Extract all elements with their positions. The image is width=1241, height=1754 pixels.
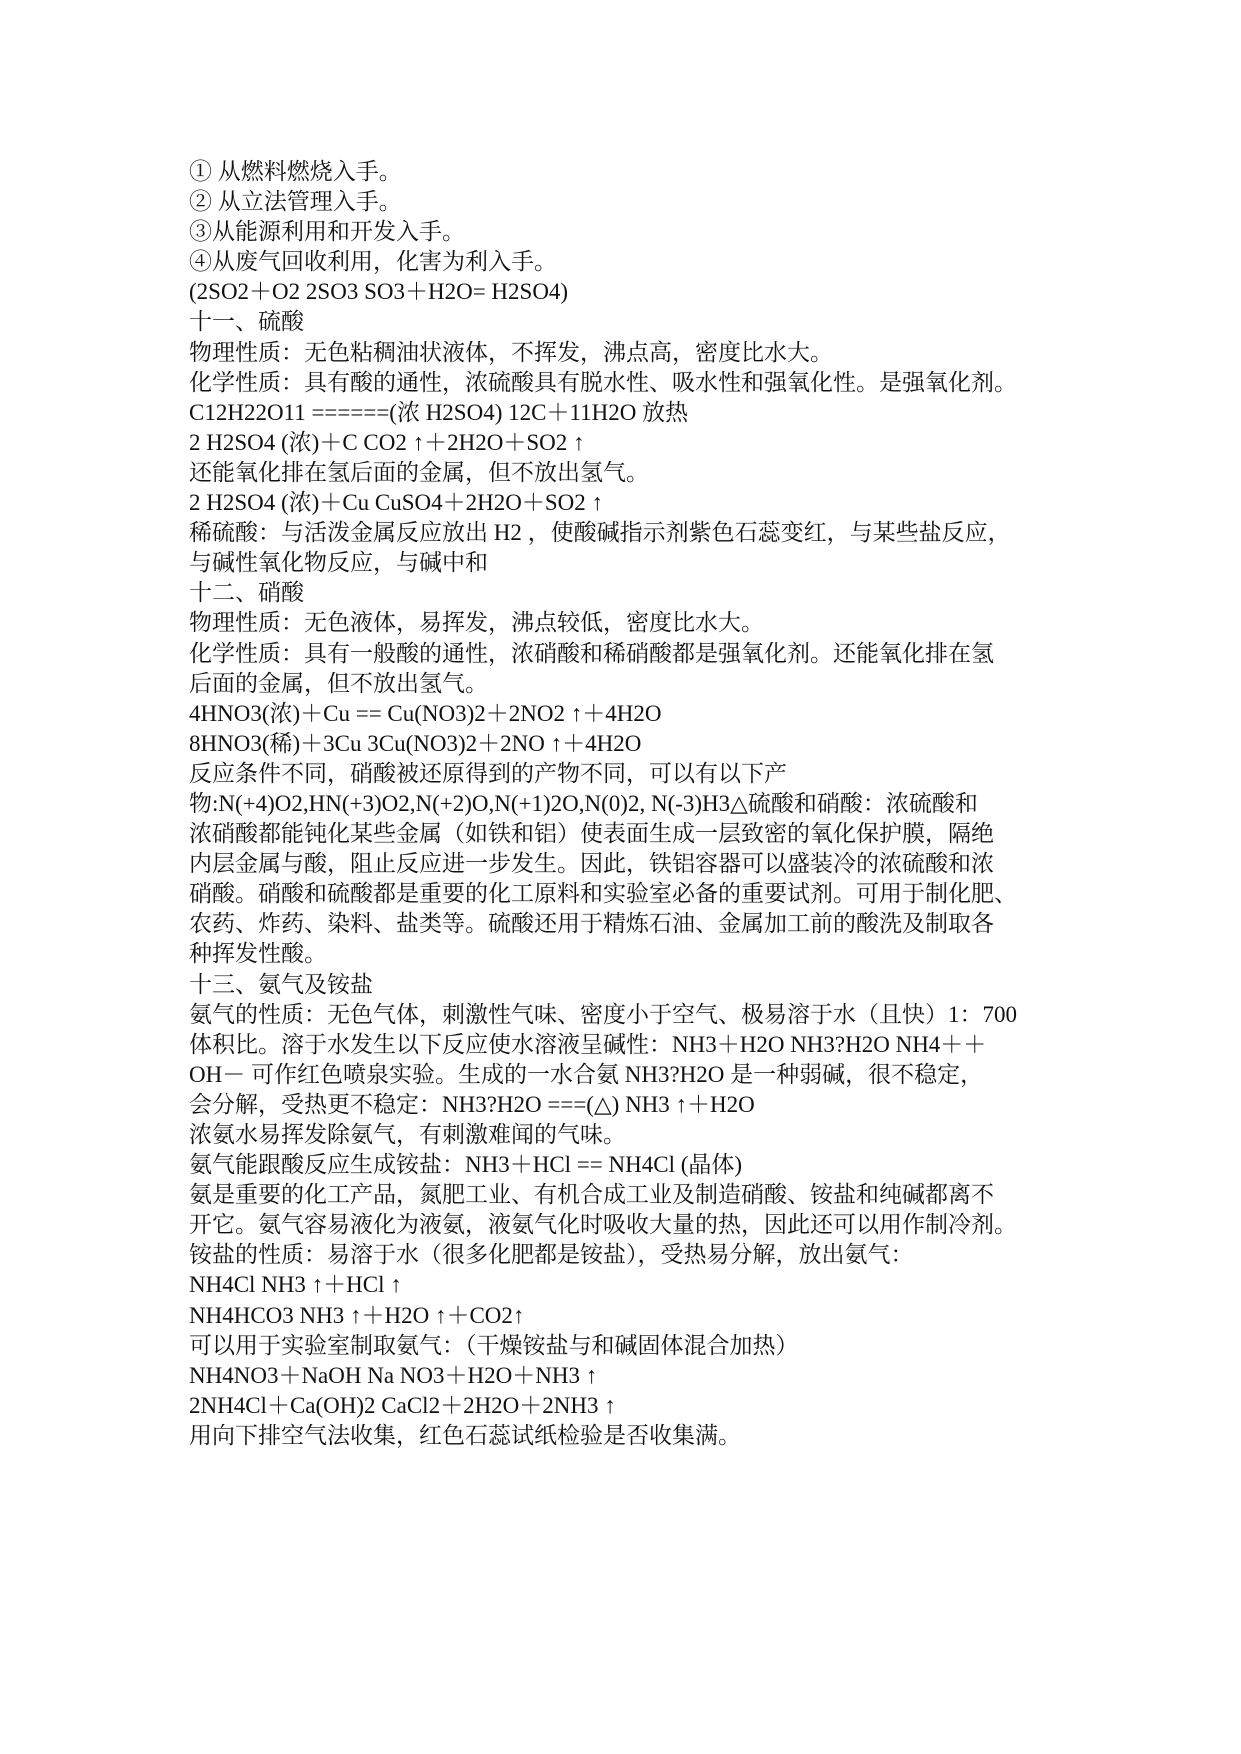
text-line: 氨是重要的化工产品，氮肥工业、有机合成工业及制造硝酸、铵盐和纯碱都离不 [189, 1182, 994, 1208]
text-line: 4HNO3(浓)＋Cu == Cu(NO3)2＋2NO2 ↑＋4H2O [189, 700, 662, 726]
text-line: 用向下排空气法收集，红色石蕊试纸检验是否收集满。 [189, 1422, 741, 1448]
text-line: 浓氨水易挥发除氨气，有刺激难闻的气味。 [189, 1122, 626, 1147]
text-line: 反应条件不同，硝酸被还原得到的产物不同，可以有以下产 [189, 760, 787, 786]
text-line: 与碱性氧化物反应，与碱中和 [189, 550, 488, 576]
text-line: C12H22O11 ======(浓 H2SO4) 12C＋11H2O 放热 [189, 399, 689, 425]
text-line: 物理性质：无色液体，易挥发，沸点较低，密度比水大。 [189, 610, 764, 636]
text-line: 2 H2SO4 (浓)＋Cu CuSO4＋2H2O＋SO2 ↑ [189, 490, 604, 516]
text-line: 2 H2SO4 (浓)＋C CO2 ↑＋2H2O＋SO2 ↑ [189, 429, 585, 455]
text-line: 2NH4Cl＋Ca(OH)2 CaCl2＋2H2O＋2NH3 ↑ [189, 1392, 616, 1418]
text-line: 还能氧化排在氢后面的金属，但不放出氢气。 [189, 459, 649, 485]
text-line: 十三、氨气及铵盐 [189, 971, 373, 997]
text-line: ① 从燃料燃烧入手。 [189, 159, 402, 184]
text-line: 体积比。溶于水发生以下反应使水溶液呈碱性：NH3＋H2O NH3?H2O NH4＋＋ [189, 1031, 987, 1057]
text-line: 铵盐的性质：易溶于水（很多化肥都是铵盐），受热易分解，放出氨气： [189, 1242, 914, 1268]
text-line: OH－ 可作红色喷泉实验。生成的一水合氨 NH3?H2O 是一种弱碱，很不稳定， [189, 1061, 984, 1087]
text-line: 浓硝酸都能钝化某些金属（如铁和铝）使表面生成一层致密的氧化保护膜，隔绝 [189, 821, 994, 847]
document-body [189, 157, 1079, 1451]
text-line: 氨气能跟酸反应生成铵盐：NH3＋HCl == NH4Cl (晶体) [189, 1152, 743, 1178]
text-line: 硝酸。硝酸和硫酸都是重要的化工原料和实验室必备的重要试剂。可用于制化肥、 [189, 881, 1017, 907]
text-line: (2SO2＋O2 2SO3 SO3＋H2O= H2SO4) [189, 279, 569, 305]
text-line: ② 从立法管理入手。 [189, 189, 402, 215]
text-line: 十一、硫酸 [189, 309, 304, 335]
text-line: NH4NO3＋NaOH Na NO3＋H2O＋NH3 ↑ [189, 1362, 598, 1388]
text-line: 种挥发性酸。 [189, 941, 327, 967]
text-line: 十二、硝酸 [189, 580, 304, 606]
text-line: 会分解，受热更不稳定：NH3?H2O ===(△) NH3 ↑＋H2O [189, 1091, 755, 1117]
text-line: 氨气的性质：无色气体，刺激性气味、密度小于空气、极易溶于水（且快）1：700 [189, 1001, 1017, 1027]
text-line: ④从废气回收利用，化害为利入手。 [189, 249, 557, 275]
text-line: 农药、炸药、染料、盐类等。硫酸还用于精炼石油、金属加工前的酸洗及制取各 [189, 911, 994, 937]
text-line: 可以用于实验室制取氨气：（干燥铵盐与和碱固体混合加热） [189, 1332, 799, 1358]
text-line: ③从能源利用和开发入手。 [189, 219, 465, 245]
text-line: NH4Cl NH3 ↑＋HCl ↑ [189, 1272, 402, 1298]
text-line: NH4HCO3 NH3 ↑＋H2O ↑＋CO2↑ [189, 1302, 525, 1328]
text-line: 8HNO3(稀)＋3Cu 3Cu(NO3)2＋2NO ↑＋4H2O [189, 730, 642, 756]
text-line: 物:N(+4)O2,HN(+3)O2,N(+2)O,N(+1)2O,N(0)2, N(-3)H3△硫酸和硝酸：浓硫酸和 [189, 790, 978, 816]
text-line: 内层金属与酸，阻止反应进一步发生。因此，铁铝容器可以盛装冷的浓硫酸和浓 [189, 851, 994, 877]
text-line: 稀硫酸：与活泼金属反应放出 H2 ，使酸碱指示剂紫色石蕊变红，与某些盐反应， [189, 520, 1011, 546]
text-line: 物理性质：无色粘稠油状液体，不挥发，沸点高，密度比水大。 [189, 339, 833, 365]
text-line: 化学性质：具有一般酸的通性，浓硝酸和稀硝酸都是强氧化剂。还能氧化排在氢 [189, 640, 994, 666]
text-line: 化学性质：具有酸的通性，浓硫酸具有脱水性、吸水性和强氧化性。是强氧化剂。 [189, 369, 1017, 395]
text-line: 后面的金属，但不放出氢气。 [189, 670, 488, 696]
text-line: 开它。氨气容易液化为液氨，液氨气化时吸收大量的热，因此还可以用作制冷剂。 [189, 1212, 1017, 1238]
